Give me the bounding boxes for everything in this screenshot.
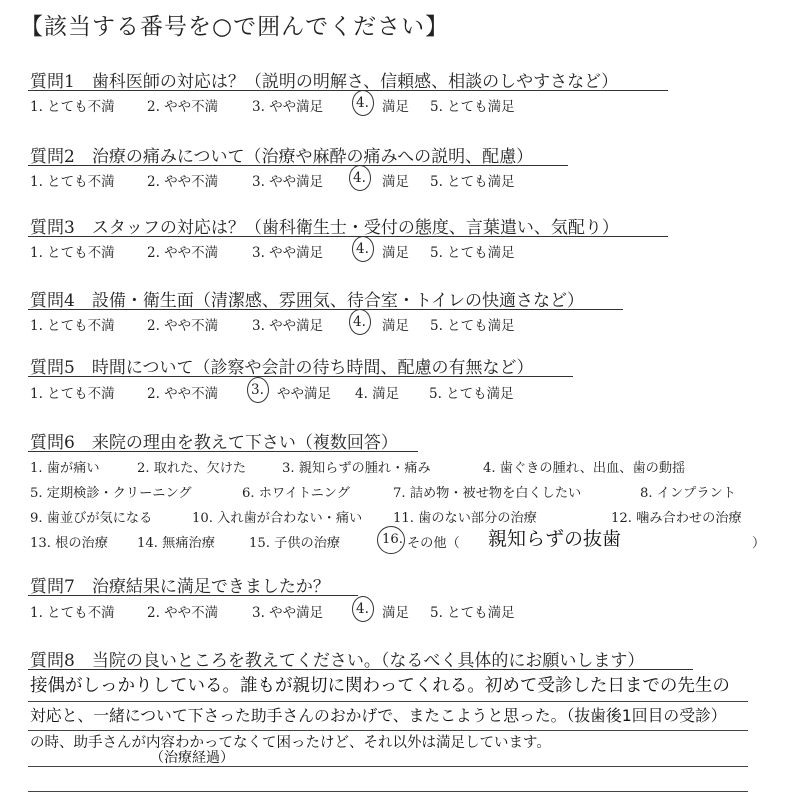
underline [28,165,568,166]
q6-option-5[interactable]: 5. 定期検診・クリーニング [30,486,192,501]
option-2[interactable]: 2. やや不満 [147,605,219,621]
option-4-label[interactable]: 満足 [382,605,409,621]
q6-option-1[interactable]: 1. 歯が痛い [30,461,100,476]
answer-line-2[interactable]: 対応と、一緒について下さった助手さんのおかげで、またこようと思った。（抜歯後1回目の受診） [30,706,727,725]
question-3-options [30,241,515,261]
q6-option-3[interactable]: 3. 親知らずの腫れ・痛み [282,461,431,476]
question-1-options [30,95,515,115]
question-8-title: 質問8 当院の良いところを教えてください。（なるべく具体的にお願いします） [30,651,645,671]
question-6-title: 質問6 来院の理由を教えて下さい（複数回答） [30,433,398,453]
option-5[interactable]: 5. とても満足 [430,245,515,261]
option-3[interactable]: 3. やや満足 [252,174,324,190]
question-3-title: 質問3 スタッフの対応は？（歯科衛生士・受付の態度、言葉遣い、気配り） [30,218,619,238]
underline [28,451,418,452]
q6-option-8[interactable]: 8. インプラント [640,486,736,501]
q6-option-16[interactable]: 16. [382,532,403,547]
q6-other-label: その他（ [407,536,460,551]
option-4-number[interactable]: 4. [356,601,382,621]
q6-other-handwritten[interactable]: 親知らずの抜歯 [488,528,622,550]
question-4-title: 質問4 設備・衛生面（清潔感、雰囲気、待合室・トイレの快適さなど） [30,291,584,311]
option-2[interactable]: 2. やや不満 [147,245,219,261]
option-2[interactable]: 2. やや不満 [147,318,219,334]
q6-option-15[interactable]: 15. 子供の治療 [249,536,341,551]
option-1[interactable]: 1. とても不満 [30,386,115,402]
option-4-number[interactable]: 4. [353,314,382,334]
underline [28,236,668,237]
option-2[interactable]: 2. やや不満 [147,386,219,402]
option-2[interactable]: 2. やや不満 [147,99,219,115]
option-5[interactable]: 5. とても満足 [429,386,514,402]
answer-rule [28,791,748,792]
option-3-label[interactable]: やや満足 [277,386,331,402]
option-5[interactable]: 5. とても満足 [430,318,515,334]
option-1[interactable]: 1. とても不満 [30,605,115,621]
option-2[interactable]: 2. やや不満 [147,174,219,190]
question-2-title: 質問2 治療の痛みについて（治療や麻酔の痛みへの説明、配慮） [30,147,534,167]
option-1[interactable]: 1. とても不満 [30,174,115,190]
underline [28,90,668,91]
option-5[interactable]: 5. とても満足 [430,605,515,621]
answer-line-3[interactable]: の時、助手さんが内容わかってなくて困ったけど、それ以外は満足しています。 [30,735,551,751]
question-1-title: 質問1 歯科医師の対応は？（説明の明解さ、信頼感、相談のしやすさなど） [30,72,619,92]
q6-option-14[interactable]: 14. 無痛治療 [137,536,215,551]
option-3[interactable]: 3. やや満足 [252,245,324,261]
question-5-options [30,382,514,402]
question-5-title: 質問5 時間について（診察や会計の待ち時間、配慮の有無など） [30,358,534,378]
underline [28,595,358,596]
underline [28,669,693,670]
answer-line-4[interactable]: （治療経過） [150,750,234,766]
option-4[interactable]: 4. 満足 [355,386,400,402]
q6-option-7[interactable]: 7. 詰め物・被せ物を白くしたい [393,486,582,501]
option-1[interactable]: 1. とても不満 [30,245,115,261]
q6-option-12[interactable]: 12. 噛み合わせの治療 [611,511,742,526]
q6-option-9[interactable]: 9. 歯並びが気になる [30,511,153,526]
option-3-number[interactable]: 3. [251,382,277,402]
option-4-label[interactable]: 満足 [382,99,409,115]
option-1[interactable]: 1. とても不満 [30,318,115,334]
question-7-options [30,601,515,621]
option-1[interactable]: 1. とても不満 [30,99,115,115]
underline [28,309,623,310]
q6-option-11[interactable]: 11. 歯のない部分の治療 [393,511,537,526]
option-4-number[interactable]: 4. [353,170,382,190]
answer-rule [28,701,748,702]
answer-line-1[interactable]: 接偶がしっかりしている。誰もが親切に関わってくれる。初めて受診した日までの先生の [30,676,730,696]
q6-option-13[interactable]: 13. 根の治療 [30,536,108,551]
q6-option-10[interactable]: 10. 入れ歯が合わない・痛い [192,511,363,526]
option-4-number[interactable]: 4. [356,241,382,261]
q6-option-4[interactable]: 4. 歯ぐきの腫れ、出血、歯の動揺 [483,461,686,476]
option-3[interactable]: 3. やや満足 [252,99,324,115]
option-5[interactable]: 5. とても満足 [430,99,515,115]
q6-other-close: ） [752,536,766,551]
option-4-number[interactable]: 4. [356,95,382,115]
option-3[interactable]: 3. やや満足 [252,318,324,334]
q6-option-6[interactable]: 6. ホワイトニング [242,486,350,501]
option-5[interactable]: 5. とても満足 [430,174,515,190]
option-3[interactable]: 3. やや満足 [252,605,324,621]
question-4-options [30,314,515,334]
underline [28,376,573,377]
page-title: 【該当する番号を○で囲んでください】 [20,14,450,40]
option-4-label[interactable]: 満足 [382,318,409,334]
question-2-options [30,170,515,190]
q6-option-2[interactable]: 2. 取れた、欠けた [137,461,247,476]
question-7-title: 質問7 治療結果に満足できましたか？ [30,577,330,597]
answer-rule [28,766,748,767]
option-4-label[interactable]: 満足 [382,245,409,261]
option-4-label[interactable]: 満足 [382,174,409,190]
